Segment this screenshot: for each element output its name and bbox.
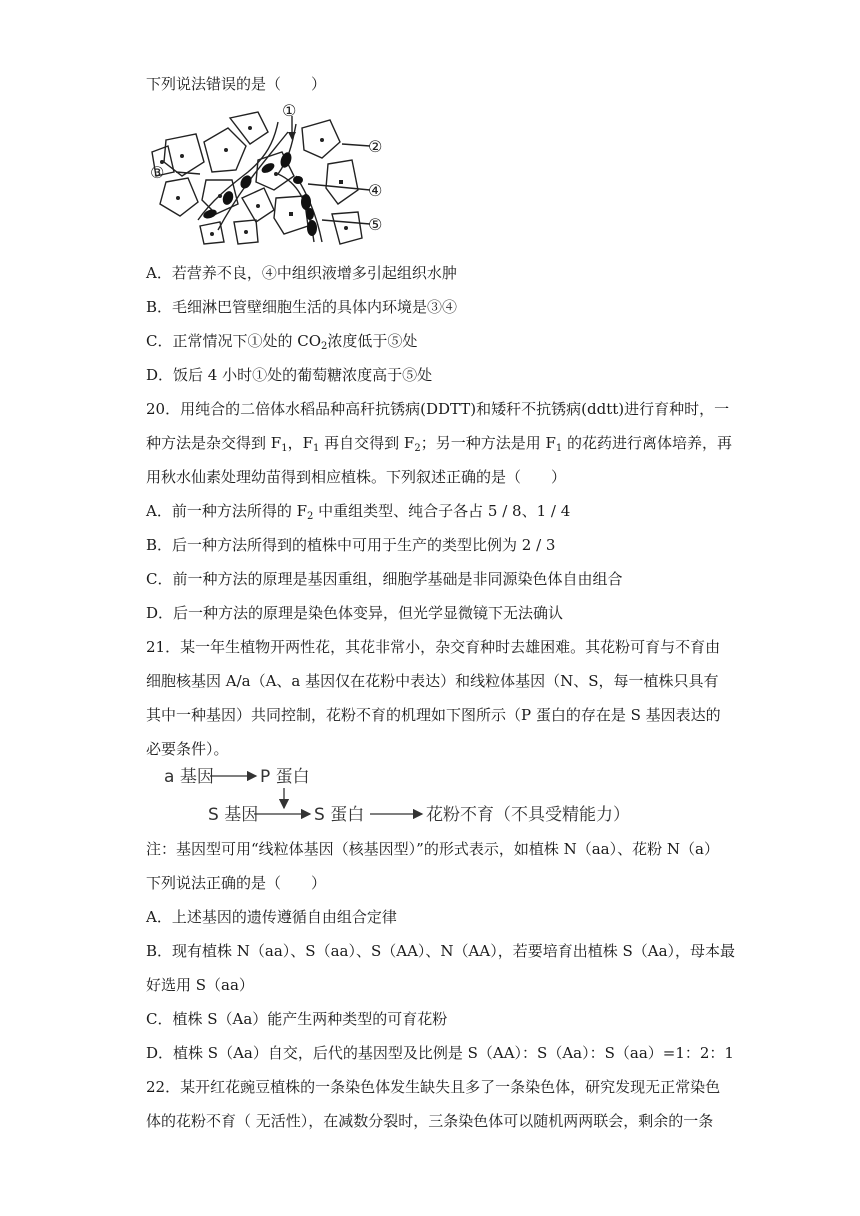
q21-stem-line-2: 细胞核基因 A/a（A、a 基因仅在花粉中表达）和线粒体基因（N、S，每一植株只具有 [146, 672, 719, 690]
q21-stem-line-4: 必要条件）。 [146, 740, 229, 758]
q22-stem-line-2: 体的花粉不育（ 无活性），在减数分裂时，三条染色体可以随机两两联会，剩余的一条 [146, 1112, 714, 1130]
label-5: ⑤ [368, 215, 383, 234]
q19-option-b: B．毛细淋巴管壁细胞生活的具体内环境是③④ [146, 298, 458, 316]
q19-option-c: C．正常情况下①处的 $CO_2$浓度低于⑤处 [146, 332, 418, 352]
q22-stem-line-1: 22．某开红花豌豆植株的一条染色体发生缺失且多了一条染色体，研究发现无正常染色 [146, 1078, 721, 1096]
q21-option-d: D．植株 S（Aa）自交，后代的基因型及比例是 S（AA）：S（Aa）：S（aa）=1：2：1 [146, 1044, 734, 1062]
tissue-fluid-diagram [146, 102, 394, 248]
q21-stem: 下列说法正确的是（ ） [146, 874, 327, 892]
a-gene-label: a 基因 [164, 767, 214, 787]
q19-option-a: A．若营养不良，④中组织液增多引起组织水肿 [146, 264, 457, 282]
q20-option-d: D．后一种方法的原理是染色体变异，但光学显微镜下无法确认 [146, 604, 564, 622]
q20-option-c: C．前一种方法的原理是基因重组，细胞学基础是非同源染色体自由组合 [146, 570, 623, 588]
q19-option-d: D．饭后 4 小时①处的葡萄糖浓度高于⑤处 [146, 366, 433, 384]
label-3: ③ [150, 163, 165, 182]
q20-option-a: A．前一种方法所得的 $F_2$ 中重组类型、纯合子各占 5 / 8、1 / 4 [146, 502, 571, 522]
label-1: ① [282, 102, 297, 120]
q21-option-a: A．上述基因的遗传遵循自由组合定律 [146, 908, 397, 926]
q21-note: 注：基因型可用“线粒体基因（核基因型）”的形式表示，如植株 N（aa）、花粉 N（a） [146, 840, 719, 858]
q20-option-b: B．后一种方法所得到的植株中可用于生产的类型比例为 2 / 3 [146, 536, 556, 554]
s-protein-label: S 蛋白 [314, 805, 365, 825]
q20-stem-line-3: 用秋水仙素处理幼苗得到相应植株。下列叙述正确的是（ ） [146, 468, 567, 486]
p-protein-label: P 蛋白 [260, 767, 310, 787]
q19-stem: 下列说法错误的是（ ） [146, 75, 327, 93]
q21-option-b-line-1: B．现有植株 N（aa）、S（aa）、S（AA）、N（AA），若要培育出植株 S（Aa），母本最 [146, 942, 736, 960]
label-2: ② [368, 137, 383, 156]
pollen-sterile-label: 花粉不育（不具受精能力） [426, 805, 630, 825]
q21-option-b-line-2: 好选用 S（aa） [146, 976, 254, 994]
q21-stem-line-3: 其中一种基因）共同控制，花粉不育的机理如下图所示（P 蛋白的存在是 S 基因表达的 [146, 706, 721, 724]
label-4: ④ [368, 181, 383, 200]
q20-stem-line-2: 种方法是杂交得到 $F_1$，$F_1$ 再自交得到 $F_2$；另一种方法是用 $F_1$ 的花药进行离体培养，再 [146, 434, 733, 454]
q21-stem-line-1: 21．某一年生植物开两性花，其花非常小，杂交育种时去雄困难。其花粉可育与不育由 [146, 638, 721, 656]
q21-option-c: C．植株 S（Aa）能产生两种类型的可育花粉 [146, 1010, 448, 1028]
q20-stem-line-1: 20．用纯合的二倍体水稻品种高秆抗锈病(DDTT)和矮秆不抗锈病(ddtt)进行育种时，一 [146, 400, 730, 418]
pollen-sterility-diagram [164, 764, 634, 832]
s-gene-label: S 基因 [208, 805, 259, 825]
